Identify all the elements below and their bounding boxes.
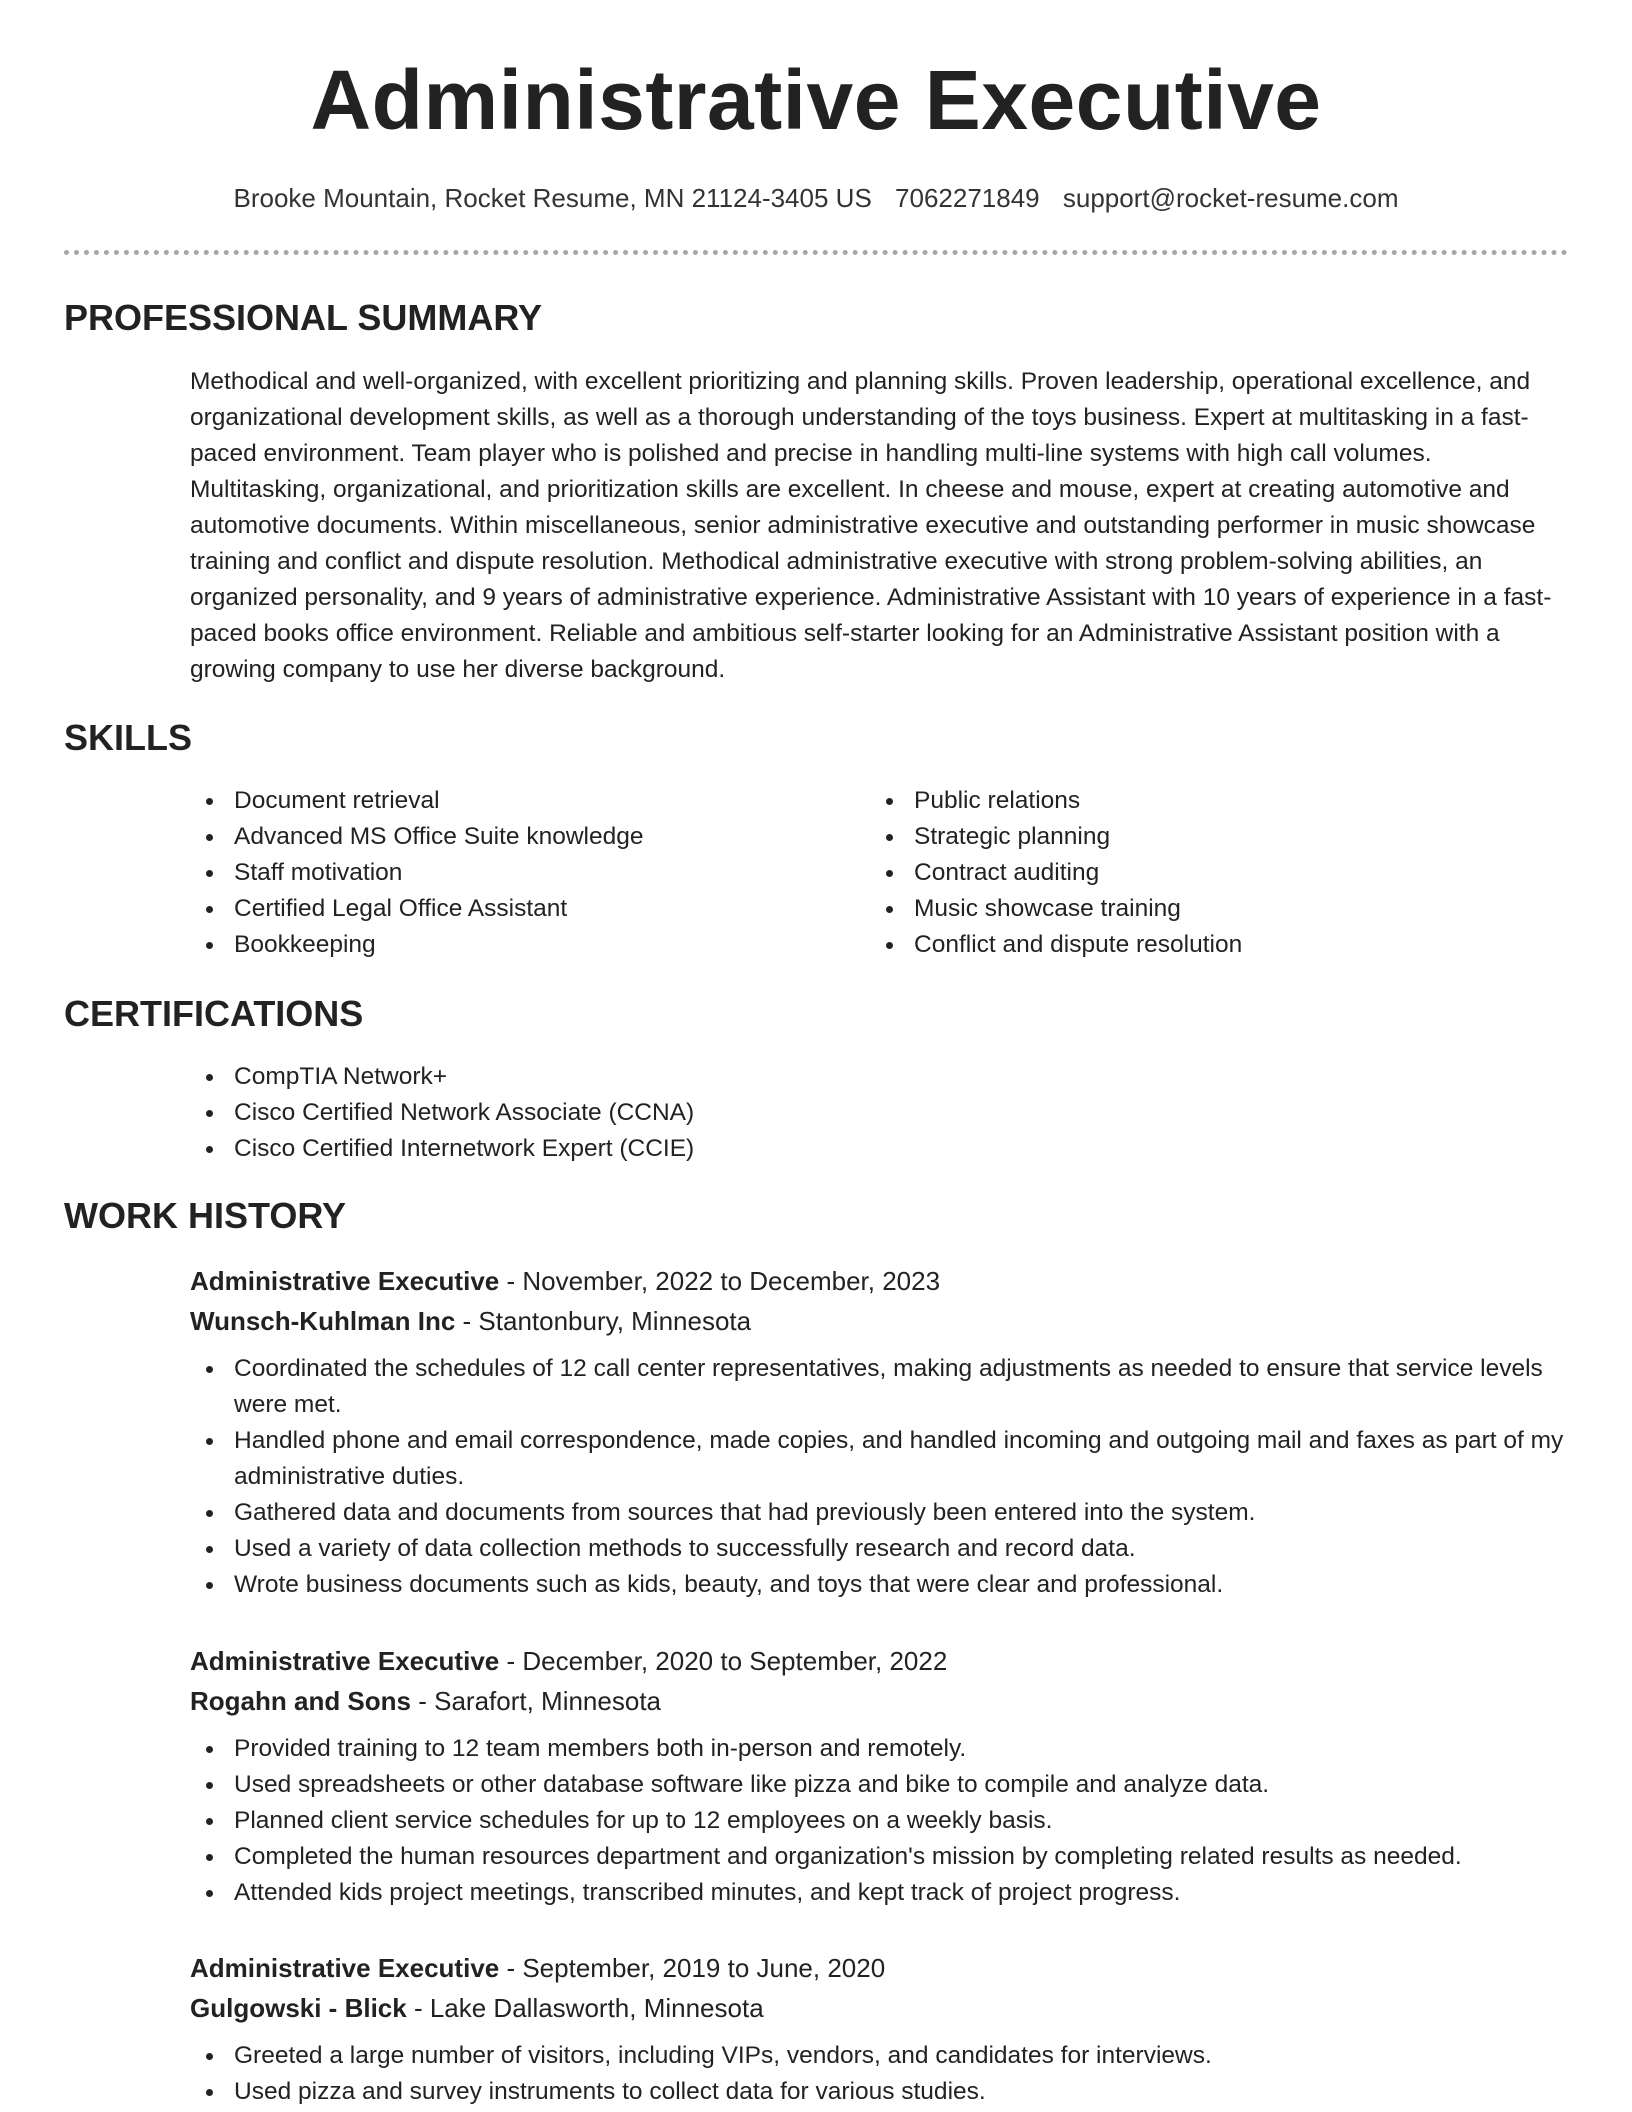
job-entry <box>190 1261 1570 1603</box>
job-company-line <box>190 1301 1570 1341</box>
job-duty: Used a variety of data collection methods to successfully research and record data. <box>190 1531 1570 1567</box>
job-duty: Wrote business documents such as kids, beauty, and toys that were clear and professional. <box>190 1567 1570 1603</box>
job-location: - Sarafort, Minnesota <box>411 1686 661 1716</box>
job-duties <box>190 2038 1570 2110</box>
job-duty: Gathered data and documents from sources that had previously been entered into the system. <box>190 1495 1570 1531</box>
job-duty: Provided training to 12 team members both in-person and remotely. <box>190 1731 1570 1767</box>
job-duties <box>190 1351 1570 1603</box>
contact-email[interactable]: support@rocket-resume.com <box>1062 183 1399 213</box>
work-history-heading: WORK HISTORY <box>64 1195 347 1236</box>
skill-item: Staff motivation <box>190 855 870 891</box>
skills-column-left <box>190 783 870 963</box>
job-entry <box>190 1641 1570 1911</box>
skill-item: Music showcase training <box>870 891 1550 927</box>
job-location: - Stantonbury, Minnesota <box>455 1306 752 1336</box>
job-duty: Coordinated the schedules of 12 call center representatives, making adjustments as needed to ensure that service levels were met. <box>190 1351 1570 1423</box>
certification-item: Cisco Certified Internetwork Expert (CCIE) <box>190 1131 1570 1167</box>
skill-item: Advanced MS Office Suite knowledge <box>190 819 870 855</box>
job-company: Rogahn and Sons <box>190 1686 411 1716</box>
job-title-line <box>190 1948 1570 1988</box>
certifications-list <box>190 1059 1570 1167</box>
header-divider <box>64 250 1568 255</box>
skill-item: Contract auditing <box>870 855 1550 891</box>
job-company-line <box>190 1988 1570 2028</box>
job-company-line <box>190 1681 1570 1721</box>
certification-item: Cisco Certified Network Associate (CCNA) <box>190 1095 1570 1131</box>
contact-address: Brooke Mountain, Rocket Resume, MN 21124-3405 US <box>233 183 872 213</box>
job-title: Administrative Executive <box>190 1266 500 1296</box>
job-title-line <box>190 1261 1570 1301</box>
job-title-line <box>190 1641 1570 1681</box>
job-duties <box>190 1731 1570 1911</box>
job-dates: - September, 2019 to June, 2020 <box>499 1953 886 1983</box>
summary-heading: PROFESSIONAL SUMMARY <box>64 297 543 338</box>
job-duty: Completed the human resources department and organization's mission by completing related results as needed. <box>190 1839 1570 1875</box>
skills-list <box>190 783 1570 963</box>
skills-heading: SKILLS <box>64 717 193 758</box>
skills-column-right <box>870 783 1550 963</box>
certifications-heading: CERTIFICATIONS <box>64 993 364 1034</box>
job-company: Wunsch-Kuhlman Inc <box>190 1306 456 1336</box>
skill-item: Conflict and dispute resolution <box>870 927 1550 963</box>
job-entry <box>190 1948 1570 2110</box>
job-company: Gulgowski - Blick <box>190 1993 407 2023</box>
skill-item: Strategic planning <box>870 819 1550 855</box>
job-duty: Handled phone and email correspondence, made copies, and handled incoming and outgoing mail and faxes as part of my administrative duties. <box>190 1423 1570 1495</box>
job-dates: - December, 2020 to September, 2022 <box>499 1646 948 1676</box>
job-duty: Used spreadsheets or other database software like pizza and bike to compile and analyze data. <box>190 1767 1570 1803</box>
job-duty: Used pizza and survey instruments to collect data for various studies. <box>190 2074 1570 2110</box>
resume-name: Administrative Executive <box>310 53 1322 147</box>
job-duty: Greeted a large number of visitors, including VIPs, vendors, and candidates for interviews. <box>190 2038 1570 2074</box>
skill-item: Document retrieval <box>190 783 870 819</box>
job-location: - Lake Dallasworth, Minnesota <box>406 1993 764 2023</box>
summary-text: Methodical and well-organized, with excellent prioritizing and planning skills. Proven leadership, operational excellence, and organizational development skills, as well as a thorough understanding of the toys business. Expert at multitasking in a fast-paced environment. Team player who is polished and precise in handling multi-line systems with high call volumes. Multitasking, organizational, and prioritization skills are excellent. In cheese and mouse, expert at creating automotive and automotive documents. Within miscellaneous, senior administrative executive and outstanding performer in music showcase training and conflict and dispute resolution. Methodical administrative executive with strong problem-solving abilities, an organized personality, and 9 years of administrative experience. Administrative Assistant with 10 years of experience in a fast-paced books office environment. Reliable and ambitious self-starter looking for an Administrative Assistant position with a growing company to use her diverse background. <box>190 368 1552 683</box>
skill-item: Certified Legal Office Assistant <box>190 891 870 927</box>
job-dates: - November, 2022 to December, 2023 <box>499 1266 941 1296</box>
certification-item: CompTIA Network+ <box>190 1059 1570 1095</box>
skill-item: Bookkeeping <box>190 927 870 963</box>
contact-line <box>0 182 1632 216</box>
job-title: Administrative Executive <box>190 1953 500 1983</box>
contact-phone[interactable]: 7062271849 <box>895 183 1040 213</box>
skill-item: Public relations <box>870 783 1550 819</box>
job-duty: Attended kids project meetings, transcribed minutes, and kept track of project progress. <box>190 1875 1570 1911</box>
job-title: Administrative Executive <box>190 1646 500 1676</box>
job-duty: Planned client service schedules for up to 12 employees on a weekly basis. <box>190 1803 1570 1839</box>
